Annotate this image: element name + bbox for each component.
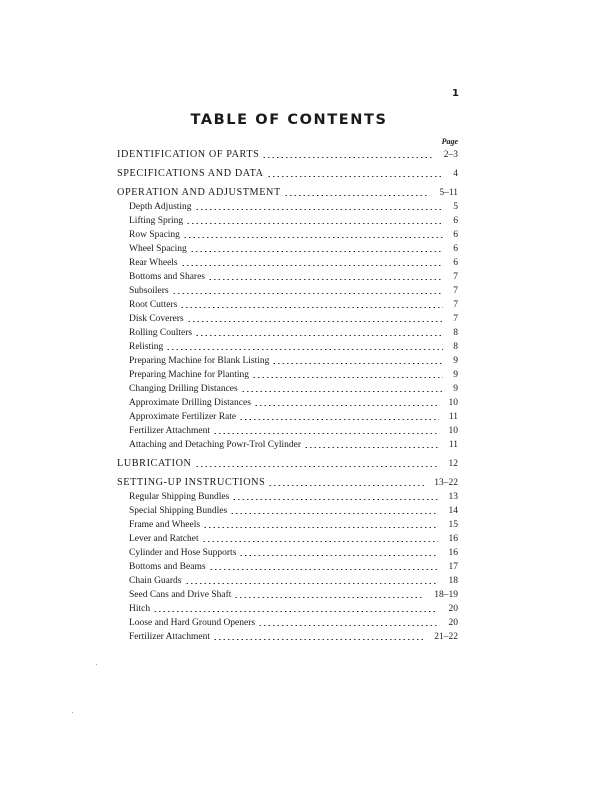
toc-entry-row <box>0 368 612 382</box>
toc-section-row <box>0 167 612 181</box>
toc-entry-label: Root Cutters <box>129 300 178 310</box>
toc-entry-row <box>0 256 612 270</box>
toc-entry-label: Subsoilers <box>129 286 169 296</box>
toc-section-row <box>0 476 612 490</box>
toc-entry-label: Preparing Machine for Blank Listing <box>129 356 270 366</box>
toc-entry-page: 13 <box>448 492 458 502</box>
toc-entry-page: 11 <box>448 412 458 422</box>
toc-entry-row <box>0 298 612 312</box>
scan-speck <box>96 664 97 665</box>
toc-entry-label: Lever and Ratchet <box>129 534 199 544</box>
toc-entry-label: LUBRICATION <box>117 458 192 469</box>
toc-entry-row <box>0 228 612 242</box>
toc-entry-label: Row Spacing <box>129 230 180 240</box>
toc-entry-page: 7 <box>453 314 458 324</box>
toc-entry-row <box>0 602 612 616</box>
toc-entry-page: 20 <box>448 604 458 614</box>
toc-entry-label: Attaching and Detaching Powr-Trol Cylinder <box>129 440 302 450</box>
toc-entry-label: Fertilizer Attachment <box>129 426 210 436</box>
toc-section-row <box>0 457 612 471</box>
toc-entry-row <box>0 242 612 256</box>
toc-entry-row <box>0 284 612 298</box>
page-title: TABLE OF CONTENTS <box>190 112 388 128</box>
toc-entry-row <box>0 424 612 438</box>
toc-entry-page: 2–3 <box>443 150 458 160</box>
toc-entry-row <box>0 312 612 326</box>
toc-entry-row <box>0 518 612 532</box>
toc-entry-page: 18 <box>448 576 458 586</box>
toc-entry-label: Rear Wheels <box>129 258 178 268</box>
toc-entry-label: Relisting <box>129 342 164 352</box>
toc-entry-label: Fertilizer Attachment <box>129 632 210 642</box>
toc-section-row <box>0 186 612 200</box>
toc-entry-row <box>0 574 612 588</box>
page-number: 1 <box>452 88 459 99</box>
toc-entry-page: 9 <box>453 370 458 380</box>
toc-entry-page: 7 <box>453 286 458 296</box>
toc-entry-page: 17 <box>448 562 458 572</box>
toc-entry-row <box>0 560 612 574</box>
toc-entry-page: 20 <box>448 618 458 628</box>
toc-entry-label: OPERATION AND ADJUSTMENT <box>117 187 281 198</box>
toc-entry-page: 14 <box>448 506 458 516</box>
toc-entry-label: Bottoms and Beams <box>129 562 206 572</box>
toc-entry-page: 6 <box>453 216 458 226</box>
toc-entry-page: 7 <box>453 300 458 310</box>
toc-entry-page: 6 <box>453 258 458 268</box>
toc-entry-label: Frame and Wheels <box>129 520 201 530</box>
toc-entry-row <box>0 382 612 396</box>
toc-entry-label: Wheel Spacing <box>129 244 187 254</box>
toc-entry-page: 9 <box>453 384 458 394</box>
toc-entry-row <box>0 438 612 452</box>
toc-entry-page: 4 <box>453 169 458 179</box>
dot-leader <box>213 639 424 640</box>
toc-entry-row <box>0 490 612 504</box>
toc-entry-page: 7 <box>453 272 458 282</box>
toc-entry-page: 6 <box>453 230 458 240</box>
toc-entry-label: Loose and Hard Ground Openers <box>129 618 256 628</box>
dot-leader <box>234 597 424 598</box>
toc-entry-label: Approximate Drilling Distances <box>129 398 251 408</box>
toc-entry-row <box>0 340 612 354</box>
toc-entry-page: 16 <box>448 534 458 544</box>
toc-entry-page: 9 <box>453 356 458 366</box>
toc-entry-page: 8 <box>453 328 458 338</box>
scan-speck <box>72 712 73 713</box>
toc-section-row <box>0 148 612 162</box>
toc-entry-label: Regular Shipping Bundles <box>129 492 230 502</box>
toc-entry-row <box>0 630 612 644</box>
toc-entry-row <box>0 270 612 284</box>
toc-entry-page: 12 <box>448 459 458 469</box>
toc-entry-label: Depth Adjusting <box>129 202 192 212</box>
toc-entry-label: SPECIFICATIONS AND DATA <box>117 168 264 179</box>
toc-entry-page: 16 <box>448 548 458 558</box>
toc-entry-row <box>0 326 612 340</box>
toc-entry-label: Chain Guards <box>129 576 182 586</box>
toc-entry-row <box>0 588 612 602</box>
toc-entry-label: Approximate Fertilizer Rate <box>129 412 237 422</box>
toc-entry-page: 11 <box>448 440 458 450</box>
toc-entry-row <box>0 616 612 630</box>
toc-entry-label: Lifting Spring <box>129 216 184 226</box>
toc-entry-page: 21–22 <box>434 632 458 642</box>
toc-entry-page: 10 <box>448 426 458 436</box>
toc-entry-label: Preparing Machine for Planting <box>129 370 250 380</box>
toc-entry-page: 8 <box>453 342 458 352</box>
toc-entry-label: Rolling Coulters <box>129 328 193 338</box>
toc-entry-label: Changing Drilling Distances <box>129 384 238 394</box>
toc-entry-page: 18–19 <box>434 590 458 600</box>
toc-entry-page: 10 <box>448 398 458 408</box>
toc-entry-page: 5–11 <box>439 188 458 198</box>
dot-leader <box>153 611 438 612</box>
toc-entry-row <box>0 504 612 518</box>
toc-entry-page: 6 <box>453 244 458 254</box>
toc-entry-label: Cylinder and Hose Supports <box>129 548 237 558</box>
toc-entry-row <box>0 214 612 228</box>
toc-entry-page: 13–22 <box>434 478 458 488</box>
toc-entry-label: IDENTIFICATION OF PARTS <box>117 149 260 160</box>
toc-entry-page: 15 <box>448 520 458 530</box>
toc-entry-row <box>0 532 612 546</box>
toc-entry-row <box>0 410 612 424</box>
toc-entry-page: 5 <box>453 202 458 212</box>
toc-entry-label: Seed Cans and Drive Shaft <box>129 590 232 600</box>
toc-entry-label: SETTING-UP INSTRUCTIONS <box>117 477 266 488</box>
toc-entry-row <box>0 200 612 214</box>
toc-entry-row <box>0 396 612 410</box>
toc-entry-label: Special Shipping Bundles <box>129 506 228 516</box>
toc-entry-row <box>0 354 612 368</box>
toc-entry-label: Disk Coverers <box>129 314 184 324</box>
toc-entry-row <box>0 546 612 560</box>
toc-entry-label: Hitch <box>129 604 151 614</box>
toc-entry-label: Bottoms and Shares <box>129 272 205 282</box>
page-column-label: Page <box>441 137 458 146</box>
